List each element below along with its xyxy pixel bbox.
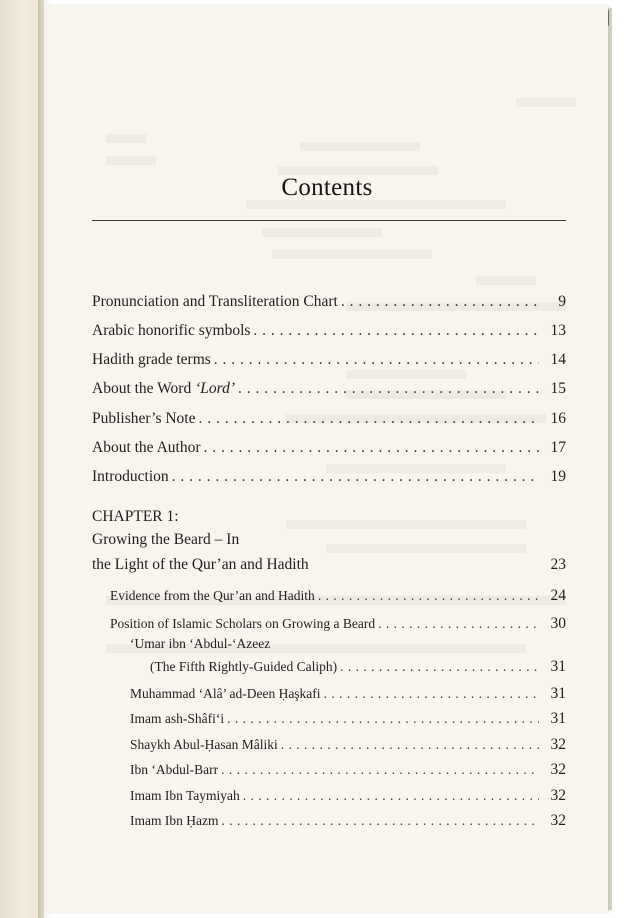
toc-page-number: 19 <box>550 468 566 485</box>
toc-entry-hadith-grade-terms[interactable] <box>92 348 566 372</box>
contents-page <box>46 6 608 912</box>
toc-entry-label: Position of Islamic Scholars on Growing a Beard <box>110 616 376 631</box>
toc-entry-ibn-abdul-barr[interactable] <box>130 758 566 782</box>
toc-page-number: 13 <box>550 322 566 339</box>
toc-entry-label: Introduction <box>92 468 169 485</box>
toc-entry-label: Ibn ‘Abdul-Barr <box>130 762 219 777</box>
toc-entry-pronunciation[interactable] <box>92 290 566 314</box>
chapter-heading: CHAPTER 1: <box>92 508 179 525</box>
toc-entry-label: the Light of the Qur’an and Hadith <box>92 556 309 573</box>
toc-entry-label: (The Fifth Rightly-Guided Caliph) <box>150 659 338 674</box>
toc-entry-label: Evidence from the Qur’an and Hadith <box>110 588 315 603</box>
toc-entry-evidence[interactable] <box>110 584 566 608</box>
toc-page-number: 31 <box>550 710 566 727</box>
toc-entry-ibn-hazm[interactable] <box>130 809 566 833</box>
dot-leader <box>172 465 539 489</box>
toc-page-number: 31 <box>550 685 566 702</box>
dot-leader <box>221 758 539 782</box>
chapter-title-line: Growing the Beard – In <box>92 531 240 548</box>
toc-entry-label: Pronunciation and Transliteration Chart <box>92 293 338 310</box>
toc-entry-label: Imam ash-Shâfi‘i <box>130 711 225 726</box>
toc-page-number: 16 <box>550 410 566 427</box>
dot-leader <box>227 707 539 731</box>
toc-entry-publishers-note[interactable] <box>92 407 566 431</box>
toc-entry-label-prefix: About the Word <box>92 380 196 397</box>
toc-entry-label: Hadith grade terms <box>92 351 211 368</box>
dot-leader <box>238 377 539 401</box>
dot-leader <box>221 809 539 833</box>
toc-page-number: 32 <box>550 761 566 778</box>
toc-entry-introduction[interactable] <box>92 465 566 489</box>
toc-page-number: 24 <box>550 587 566 604</box>
dot-leader <box>281 733 539 757</box>
scholar-name-line: ‘Umar ibn ‘Abdul-‘Azeez <box>130 636 271 651</box>
dot-leader <box>198 407 539 431</box>
toc-entry-label: Muhammad ‘Alâ’ ad-Deen Ḥaşkafi <box>130 686 321 701</box>
dot-leader <box>341 290 539 314</box>
toc-page-number: 32 <box>550 812 566 829</box>
toc-entry-label: Arabic honorific symbols <box>92 322 251 339</box>
toc-page-number: 15 <box>550 380 566 397</box>
title-rule <box>92 220 566 221</box>
toc-entry-chapter-1[interactable] <box>92 553 566 577</box>
toc-page-number: 14 <box>550 351 566 368</box>
dot-leader <box>340 655 539 679</box>
dot-leader <box>318 584 539 608</box>
toc-entry-label: About the Author <box>92 439 201 456</box>
dot-leader <box>324 682 539 706</box>
toc-page-number: 30 <box>550 615 566 632</box>
toc-page-number: 17 <box>550 439 566 456</box>
dot-leader <box>214 348 539 372</box>
toc-entry-honorific-symbols[interactable] <box>92 319 566 343</box>
toc-entry-label: Imam Ibn Taymiyah <box>130 788 240 803</box>
dot-leader <box>378 612 539 636</box>
toc-entry-haskafi[interactable] <box>130 682 566 706</box>
toc-entry-ash-shafii[interactable] <box>130 707 566 731</box>
dot-leader <box>253 319 539 343</box>
toc-page-number: 32 <box>550 736 566 753</box>
toc-page-number: 31 <box>550 658 566 675</box>
toc-entry-about-author[interactable] <box>92 436 566 460</box>
dot-leader <box>243 784 539 808</box>
toc-entry-label: Shaykh Abul-Ḥasan Mâliki <box>130 737 278 752</box>
toc-entry-label: Imam Ibn Ḥazm <box>130 813 219 828</box>
toc-page-number: 23 <box>550 556 566 573</box>
toc-entry-ibn-taymiyah[interactable] <box>130 784 566 808</box>
toc-entry-about-lord[interactable] <box>92 377 566 401</box>
toc-entry-abul-hasan-maliki[interactable] <box>130 733 566 757</box>
toc-entry-umar-ibn-abdul-azeez[interactable] <box>150 655 566 679</box>
toc-page-number: 9 <box>558 293 566 310</box>
page-title: Contents <box>281 174 373 201</box>
toc-page-number: 32 <box>550 787 566 804</box>
toc-entry-label <box>92 377 235 401</box>
toc-entry-label-italic: ‘Lord’ <box>195 380 235 397</box>
dot-leader <box>204 436 540 460</box>
toc-entry-label: Publisher’s Note <box>92 410 196 427</box>
